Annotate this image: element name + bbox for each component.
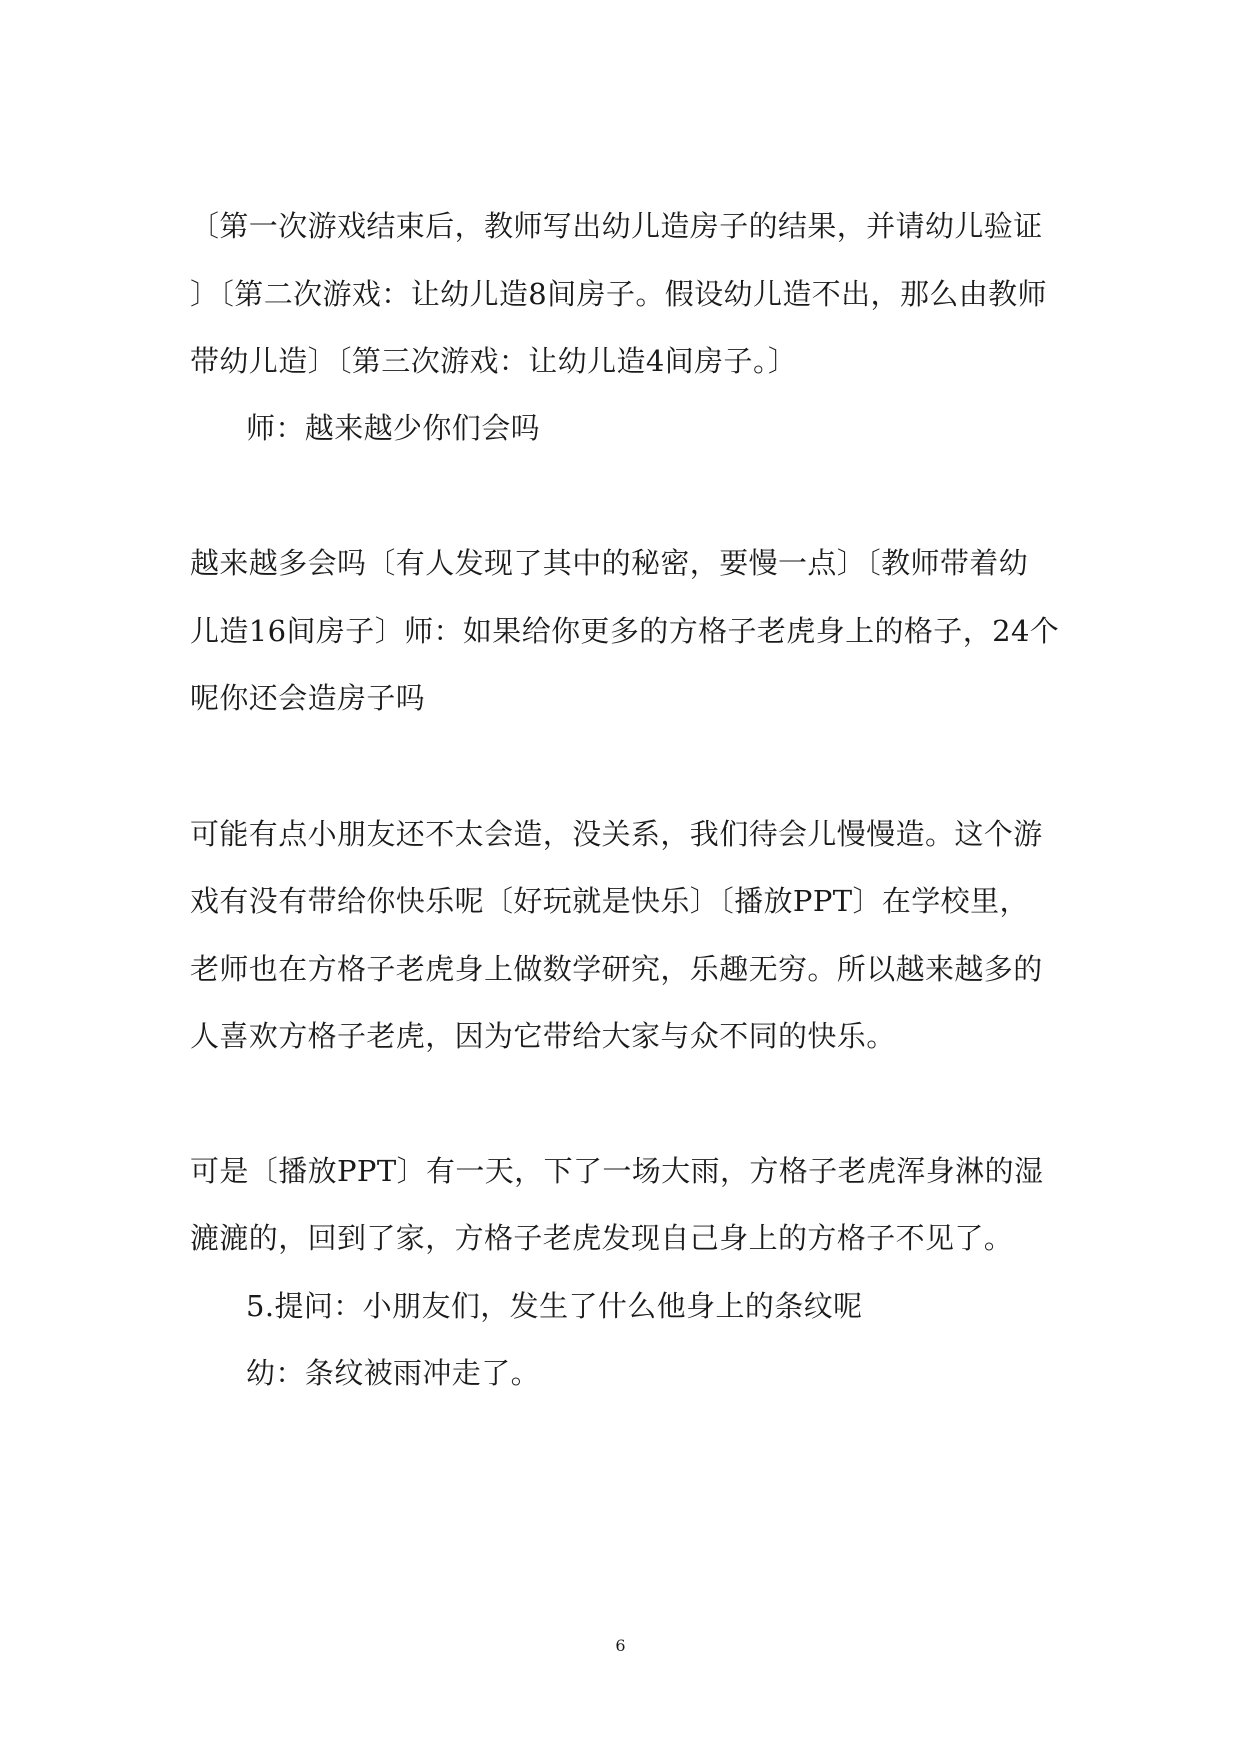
paragraph-4-line-2: 戏有没有带给你快乐呢〔好玩就是快乐〕〔播放PPT〕在学校里， [190, 884, 1029, 918]
paragraph-2-line-1: 师：越来越少你们会吗 [246, 411, 541, 445]
paragraph-5-line-1: 可是〔播放PPT〕有一天，下了一场大雨，方格子老虎浑身淋的湿 [190, 1154, 1044, 1188]
paragraph-3-line-1: 越来越多会吗〔有人发现了其中的秘密，要慢一点〕〔教师带着幼 [190, 546, 1029, 580]
paragraph-7-line-1: 幼：条纹被雨冲走了。 [246, 1356, 541, 1390]
paragraph-4-line-4: 人喜欢方格子老虎，因为它带给大家与众不同的快乐。 [190, 1019, 896, 1053]
paragraph-5-line-2: 漉漉的，回到了家，方格子老虎发现自己身上的方格子不见了。 [190, 1221, 1014, 1255]
paragraph-6-line-1: 5.提问：小朋友们，发生了什么他身上的条纹呢 [246, 1289, 863, 1323]
paragraph-1-line-3: 带幼儿造〕〔第三次游戏：让幼儿造4间房子。〕 [190, 344, 798, 378]
paragraph-1-line-1: 〔第一次游戏结束后，教师写出幼儿造房子的结果，并请幼儿验证 [190, 209, 1043, 243]
paragraph-3-line-2: 儿造16间房子〕师：如果给你更多的方格子老虎身上的格子，24个 [190, 614, 1060, 648]
paragraph-1-line-2: 〕〔第二次游戏：让幼儿造8间房子。假设幼儿造不出，那么由教师 [190, 277, 1047, 311]
page-number: 6 [615, 1636, 626, 1655]
paragraph-4-line-3: 老师也在方格子老虎身上做数学研究，乐趣无穷。所以越来越多的 [190, 952, 1043, 986]
paragraph-3-line-3: 呢你还会造房子吗 [190, 681, 426, 715]
paragraph-4-line-1: 可能有点小朋友还不太会造，没关系，我们待会儿慢慢造。这个游 [190, 817, 1043, 851]
